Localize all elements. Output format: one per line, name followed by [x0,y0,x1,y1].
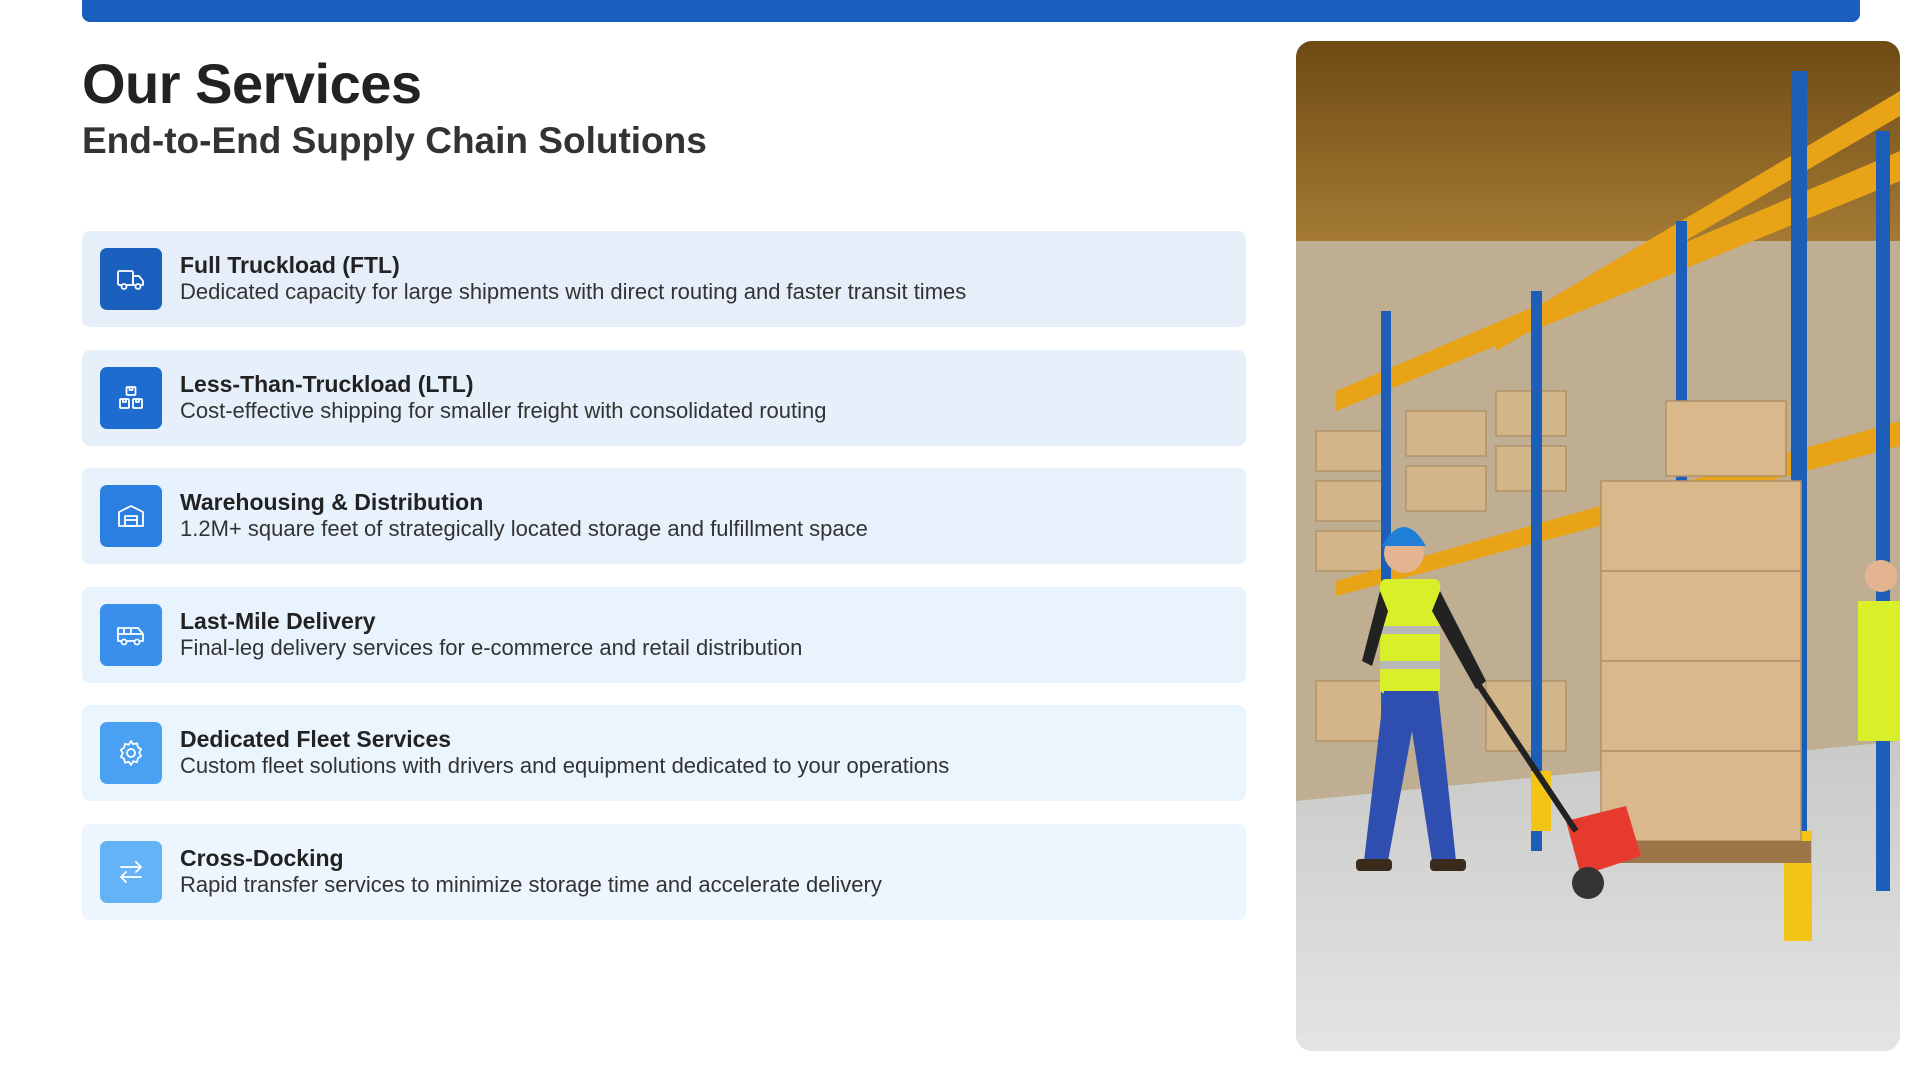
service-description: 1.2M+ square feet of strategically located storage and fulfillment space [180,516,868,541]
service-name: Warehousing & Distribution [180,489,484,515]
service-card-fleet [82,705,1246,801]
service-name: Full Truckload (FTL) [180,252,400,278]
warehouse-icon [100,485,162,547]
gear-icon [100,722,162,784]
service-card-ftl [82,231,1246,327]
service-card-ltl [82,350,1246,446]
service-card-cross-docking [82,824,1246,920]
services-list [82,231,1246,942]
service-description: Custom fleet solutions with drivers and equipment dedicated to your operations [180,753,950,778]
transfer-arrows-icon [100,841,162,903]
service-description: Dedicated capacity for large shipments with direct routing and faster transit times [180,279,967,304]
accent-bar [82,0,1860,22]
service-description: Final-leg delivery services for e-commerce and retail distribution [180,634,803,660]
warehouse-photo [1296,41,1900,1051]
service-name: Cross-Docking [180,844,344,871]
service-name: Dedicated Fleet Services [180,726,452,752]
service-name: Last-Mile Delivery [180,607,376,634]
page-subtitle: End-to-End Supply Chain Solutions [82,120,707,161]
truck-icon [100,248,162,310]
service-description: Rapid transfer services to minimize storage time and accelerate delivery [180,871,882,897]
service-card-last-mile [82,587,1246,683]
service-card-warehousing [82,468,1246,564]
boxes-icon [100,367,162,429]
page-title: Our Services [82,52,422,115]
service-description: Cost-effective shipping for smaller freight with consolidated routing [180,397,827,423]
van-icon [100,604,162,666]
service-name: Less-Than-Truckload (LTL) [180,370,474,397]
